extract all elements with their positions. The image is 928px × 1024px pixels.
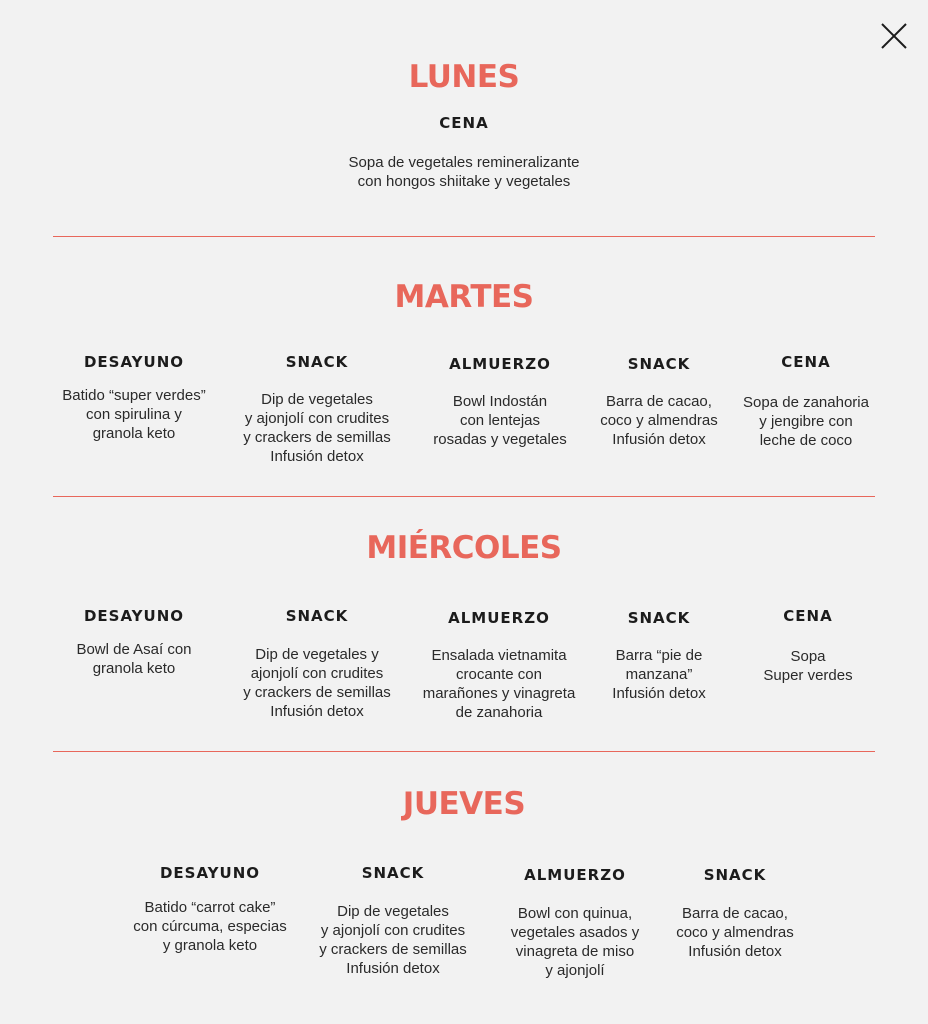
divider — [53, 496, 875, 497]
meal-description: Dip de vegetales y ajonjolí con crudites y crackers de semillas Infusión detox — [243, 646, 391, 720]
meal-label: ALMUERZO — [449, 355, 551, 373]
meal-snack — [227, 352, 407, 466]
meal-label: DESAYUNO — [159, 864, 261, 882]
close-icon — [880, 22, 908, 50]
meal-cena — [731, 352, 881, 450]
meal-label: CENA — [439, 114, 489, 132]
meal-label: SNACK — [285, 607, 349, 625]
meal-description: Batido “super verdes” con spirulina y granola keto — [62, 387, 206, 442]
meal-desayuno — [115, 863, 305, 955]
meal-snack — [589, 608, 729, 703]
meal-label: DESAYUNO — [83, 353, 185, 371]
meal-description: Barra de cacao, coco y almendras Infusión detox — [600, 393, 718, 448]
meal-label: CENA — [783, 607, 833, 625]
divider — [53, 751, 875, 752]
meal-snack — [303, 863, 483, 978]
meal-description: Bowl Indostán con lentejas rosadas y vegetales — [433, 393, 567, 448]
meal-label: SNACK — [627, 355, 691, 373]
meal-desayuno — [44, 606, 224, 678]
meal-description: Sopa de zanahoria y jengibre con leche de coco — [743, 394, 869, 449]
meal-description: Dip de vegetales y ajonjolí con crudites y crackers de semillas Infusión detox — [243, 391, 391, 465]
meal-snack — [579, 354, 739, 449]
meal-desayuno — [44, 352, 224, 443]
day-title-lunes: LUNES — [408, 59, 520, 95]
meal-label: DESAYUNO — [83, 607, 185, 625]
meal-almuerzo — [410, 354, 590, 449]
day-title-miercoles: MIÉRCOLES — [366, 530, 562, 566]
meal-description: Barra de cacao, coco y almendras Infusión detox — [676, 905, 794, 960]
meal-description: Sopa de vegetales remineralizante con hongos shiitake y vegetales — [348, 154, 580, 190]
meal-snack — [660, 865, 810, 961]
meal-cena — [314, 113, 614, 191]
close-button[interactable] — [880, 22, 908, 50]
meal-label: SNACK — [703, 866, 767, 884]
meal-description: Sopa Super verdes — [763, 648, 853, 684]
meal-description: Batido “carrot cake” con cúrcuma, especias y granola keto — [133, 899, 287, 954]
divider — [53, 236, 875, 237]
meal-description: Dip de vegetales y ajonjolí con crudites y crackers de semillas Infusión detox — [319, 903, 467, 977]
meal-label: ALMUERZO — [448, 609, 550, 627]
meal-almuerzo — [485, 865, 665, 980]
meal-label: CENA — [781, 353, 831, 371]
meal-snack — [227, 606, 407, 721]
meal-label: SNACK — [361, 864, 425, 882]
meal-description: Barra “pie de manzana” Infusión detox — [612, 647, 706, 702]
meal-almuerzo — [404, 608, 594, 722]
meal-description: Bowl con quinua, vegetales asados y vinagreta de miso y ajonjolí — [510, 905, 640, 979]
meal-cena — [743, 606, 873, 685]
meal-label: SNACK — [285, 353, 349, 371]
meal-label: SNACK — [627, 609, 691, 627]
meal-label: ALMUERZO — [524, 866, 626, 884]
meal-description: Ensalada vietnamita crocante con marañones y vinagreta de zanahoria — [422, 647, 576, 721]
day-title-martes: MARTES — [394, 279, 534, 315]
day-title-jueves: JUEVES — [402, 786, 526, 822]
meal-description: Bowl de Asaí con granola keto — [76, 641, 192, 677]
